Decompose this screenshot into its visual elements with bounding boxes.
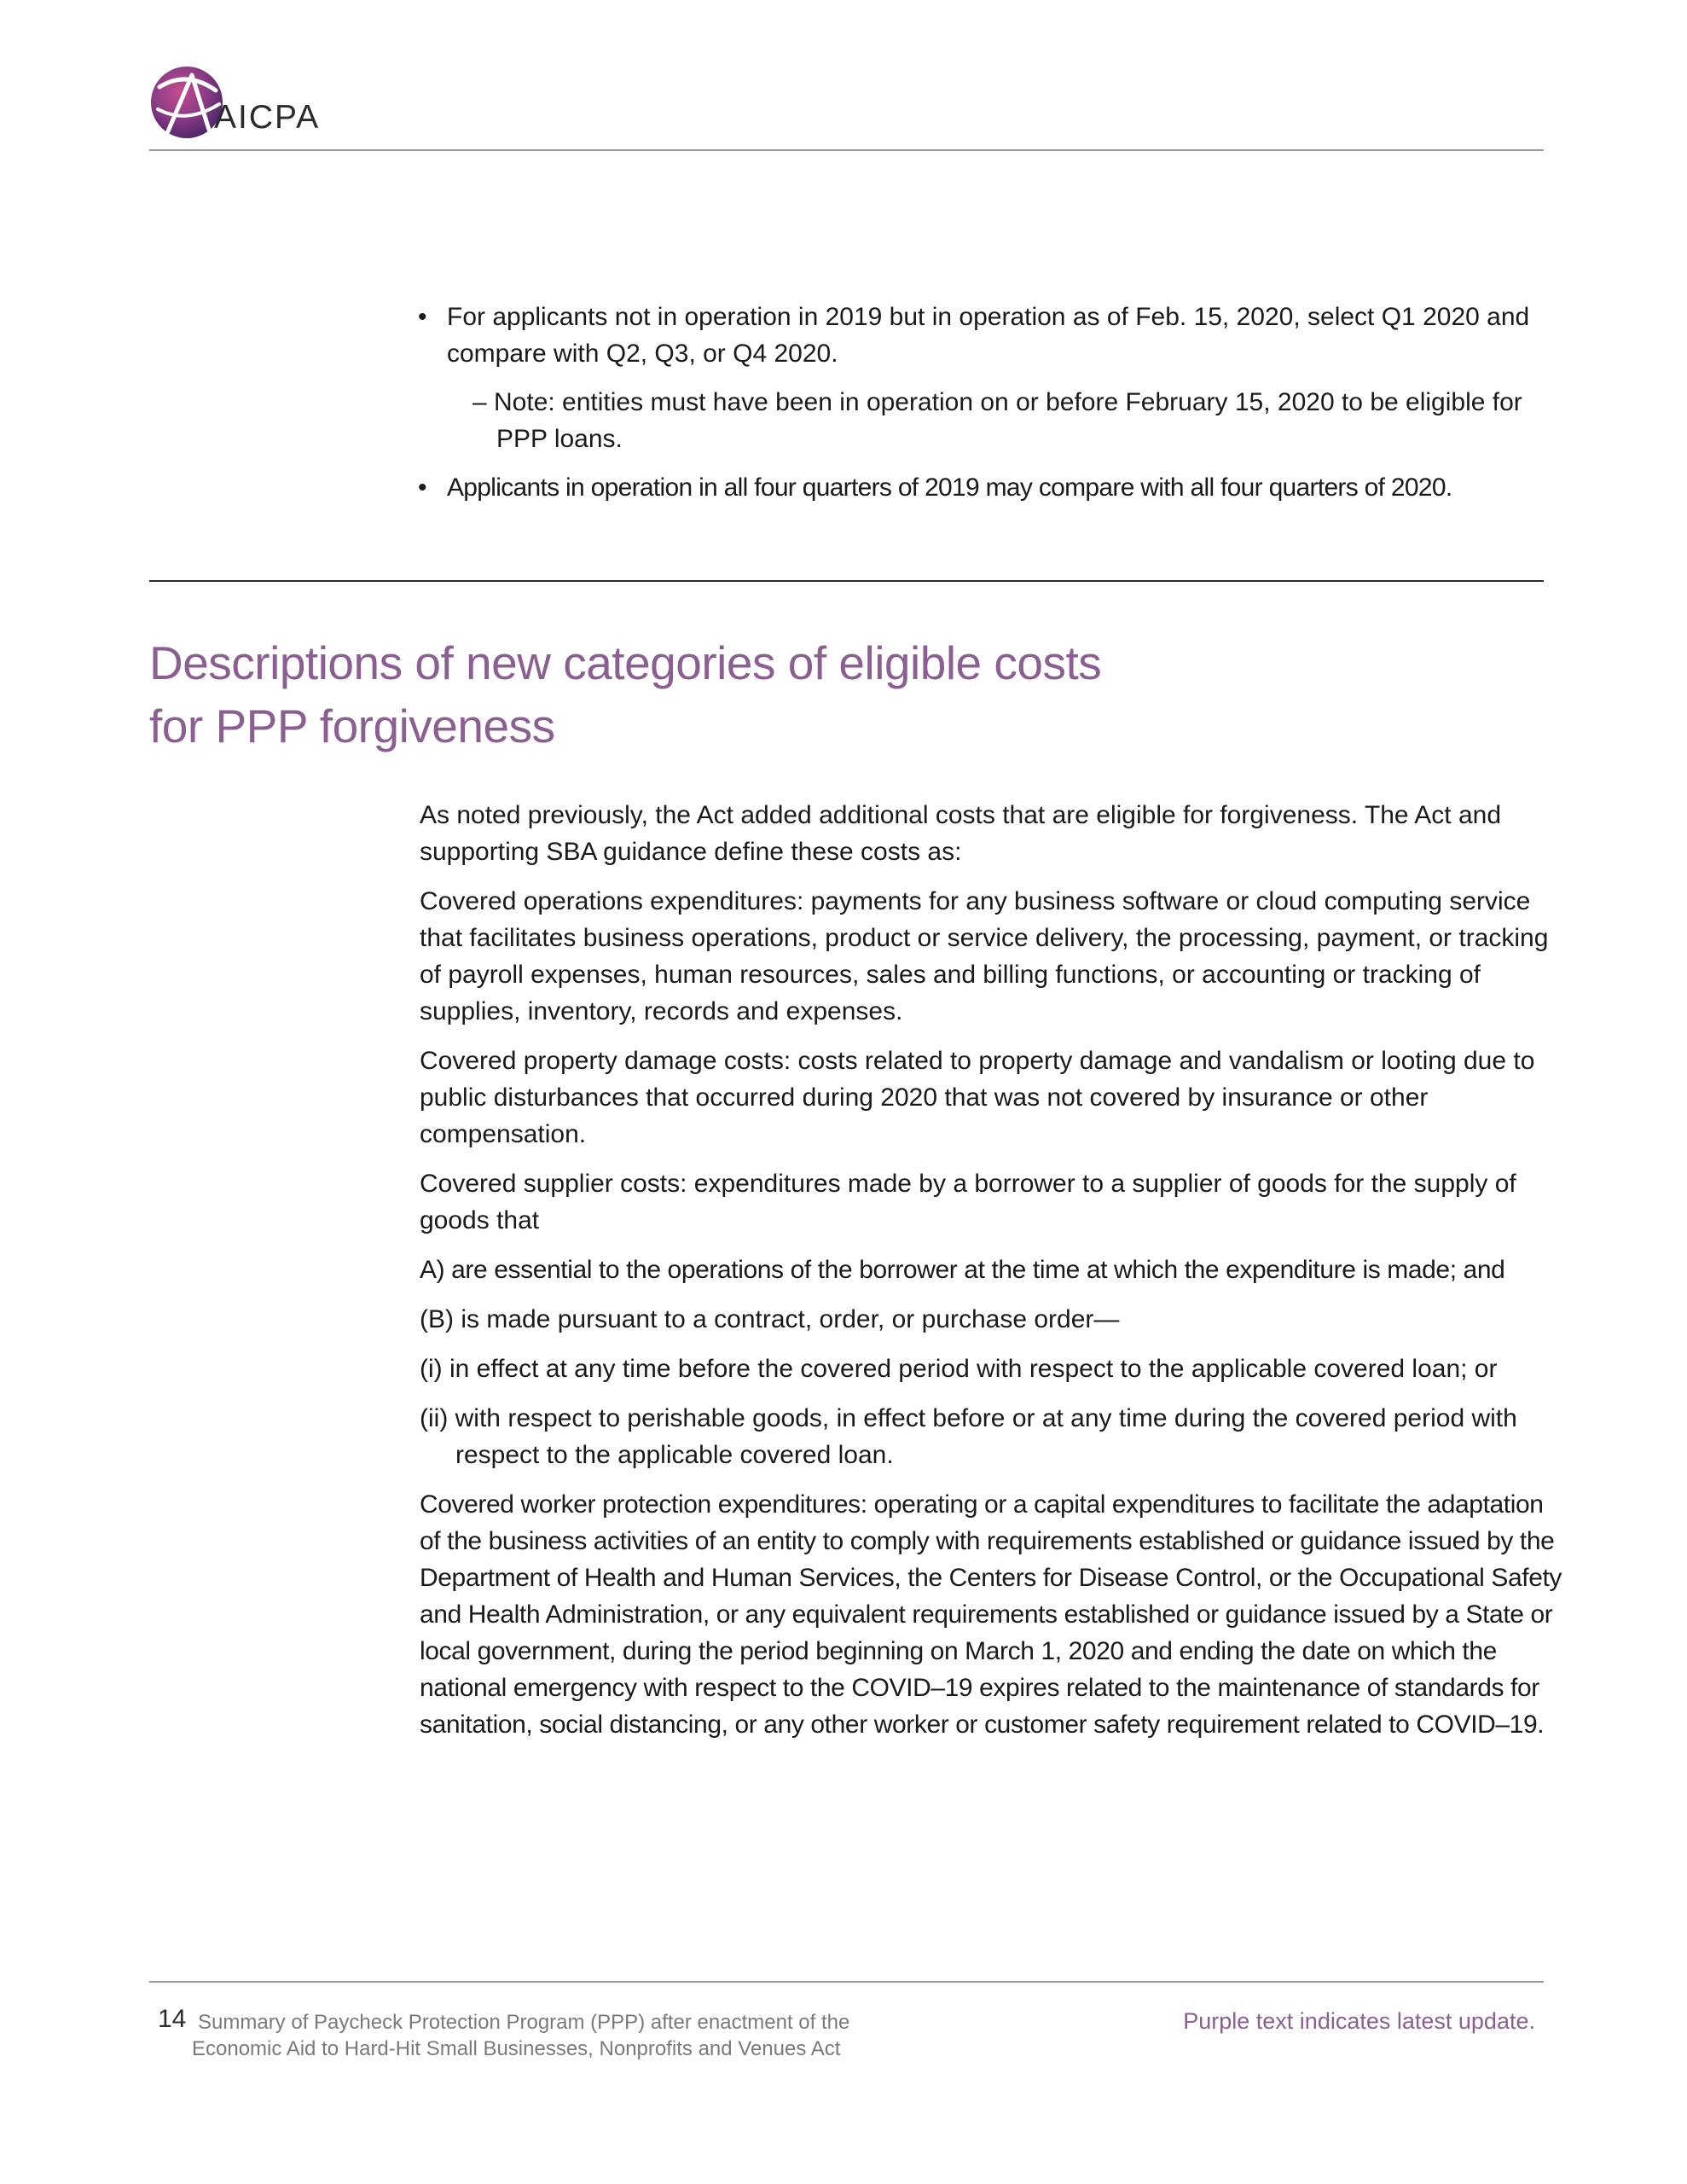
bullet-icon: • [418,303,427,331]
footer-divider [149,1981,1544,1983]
section-divider [149,580,1544,582]
paragraph: As noted previously, the Act added additional costs that are eligible for forgiveness. The Act and supporting SBA guidance define these costs as: [420,801,1501,866]
section-heading [149,631,1258,758]
page-header [149,61,1544,151]
page-footer [149,2005,1544,2073]
list-item-b: (B) is made pursuant to a contract, order, or purchase order— [420,1305,1120,1333]
heading-line: for PPP forgiveness [149,700,555,752]
update-note: Purple text indicates latest update. [1183,2008,1535,2034]
section-body [420,797,1562,1756]
bullet-icon: • [418,473,426,502]
page-number: 14 [158,2005,187,2033]
sub-bullet-text: – Note: entities must have been in operation on or before February 15, 2020 to be eligible for PPP loans. [472,388,1522,453]
header-divider [149,149,1544,151]
document-title-line: Summary of Paycheck Protection Program (PPP) after enactment of the [198,2011,850,2034]
bullet-list [418,299,1544,518]
bullet-text: Applicants in operation in all four quarters of 2019 may compare with all four quarters of 2020. [447,473,1452,502]
paragraph: Covered property damage costs: costs related to property damage and vandalism or looting due to public disturbances that occurred during 2020 that was not covered by insurance or other compensation. [420,1047,1535,1148]
paragraph: Covered supplier costs: expenditures made by a borrower to a supplier of goods for the supply of goods that [420,1170,1516,1234]
bullet-text: For applicants not in operation in 2019 but in operation as of Feb. 15, 2020, select Q1 2020 and compare with Q2, Q3, or Q4 2020. [447,303,1530,368]
paragraph: Covered operations expenditures: payments for any business software or cloud computing service that facilitates business operations, product or service delivery, the processing, payment, or tracking of payroll expenses, human resources, sales and billing functions, or accounting or tracking of supplies, inventory, records and expenses. [420,887,1549,1025]
paragraph: Covered worker protection expenditures: operating or a capital expenditures to facilitate the adaptation of the business activities of an entity to comply with requirements established or guidance issued by the Department of Health and Human Services, the Centers for Disease Control, or the Occupational Safety and Health Administration, or any equivalent requirements established or guidance issued by a State or local government, during the period beginning on March 1, 2020 and ending the date on which the national emergency with respect to the COVID–19 expires related to the maintenance of standards for sanitation, social distancing, or any other worker or customer safety requirement related to COVID–19. [420,1490,1562,1739]
bullet-item [418,469,1544,506]
list-subitem-i: (i) in effect at any time before the covered period with respect to the applicable covered loan; or [420,1355,1498,1383]
list-item-a: A) are essential to the operations of the borrower at the time at which the expenditure is made; and [420,1256,1505,1284]
sub-bullet-item [447,384,1544,457]
document-title [192,2009,850,2062]
bullet-item [418,299,1544,372]
list-subitem-ii: (ii) with respect to perishable goods, in effect before or at any time during the covered period with respect to the applicable covered loan. [420,1404,1517,1469]
aicpa-logo [149,61,507,142]
document-title-line: Economic Aid to Hard-Hit Small Businesses, Nonprofits and Venues Act [192,2037,841,2060]
heading-line: Descriptions of new categories of eligible costs [149,636,1102,689]
brand-name: AICPA [214,99,321,136]
